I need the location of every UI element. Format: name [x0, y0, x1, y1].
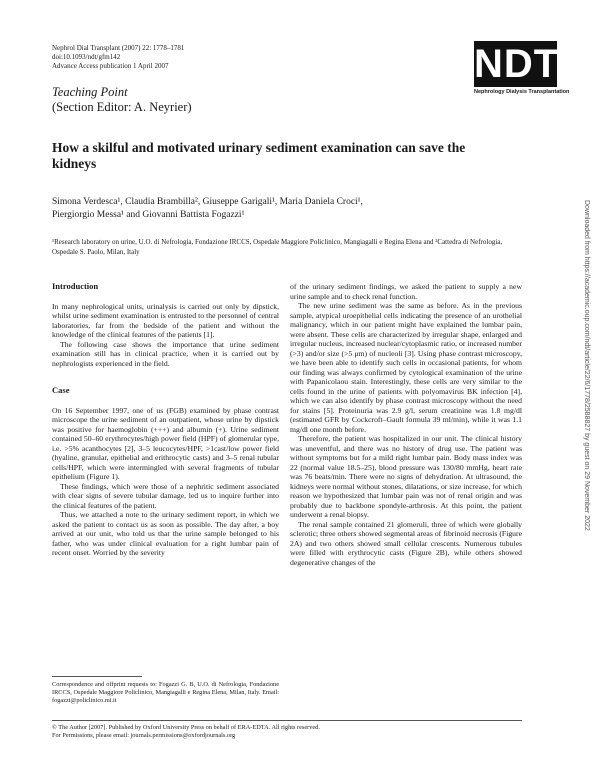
- permissions-line: For Permissions, please email: journals.permissions@oxfordjournals.org: [52, 732, 236, 740]
- footnote-rule: [52, 676, 142, 677]
- intro-paragraph-2: The following case shows the importance that urine sediment examination still has in clinical practice, when it is carried out by nephrologists experienced in the field.: [52, 339, 279, 368]
- affiliation: ¹Research laboratory on urine, U.O. di Nefrologia, Fondazione IRCCS, Ospedale Maggiore Policlinico, Mangiagalli e Regina Elena and ²Cattedra di Nefrologia, Ospedale S. Paolo, Milan, Italy: [52, 238, 503, 256]
- correspondence: Correspondence and offprint requests to: Fogazzi G. B, U.O. di Nefrologia, Fondazione IRCCS, Ospedale Maggiore Policlinico, Mangiagalli e Regina Elena, Milan, Italy. Email: fogazzi@policlinico.mi.it: [52, 681, 279, 705]
- journal-citation: Nephrol Dial Transplant (2007) 22: 1778–1781: [52, 44, 185, 52]
- right-paragraph-3: Therefore, the patient was hospitalized in our unit. The clinical history was uneventful, and there was no history of drug use. The patient was without symptoms but for a mild right lumbar pain. Body mass index was 22 (normal value 18.5–25), blood pressure was 130/80 mmHg, heart rate was 76 beats/min. There were no signs of dehydration. At ultrasound, the kidneys were normal without stones, dilatations, or size increase, for which reason we hypothesized that lumbar pain was not of renal origin and was probably due to backbone spondyle-arthrosis. At this point, the patient underwent a renal biopsy.: [290, 434, 522, 519]
- section-type: Teaching Point: [52, 85, 128, 99]
- advance-access: Advance Access publication 1 April 2007: [52, 62, 169, 70]
- article-title: How a skilful and motivated urinary sediment examination can save the kidneys: [52, 140, 466, 171]
- intro-heading: Introduction: [52, 281, 99, 291]
- download-note: Downloaded from https://academic.oup.com/ndt/article/22/6/1778/2588827 by guest on 29 November 2022: [583, 200, 590, 531]
- journal-header: [52, 44, 184, 71]
- authors-line-1: Simona Verdesca¹, Claudia Brambilla², Giuseppe Garigali¹, Maria Daniela Croci¹,: [52, 197, 363, 207]
- copyright-line: © The Author [2007]. Published by Oxford University Press on behalf of ERA-EDTA. All rights reserved.: [52, 724, 320, 731]
- section-label: [52, 85, 192, 115]
- right-paragraph-1: of the urinary sediment findings, we asked the patient to supply a new urine sample and to check renal function.: [290, 282, 522, 301]
- right-column: [290, 282, 522, 567]
- ndt-logo: [474, 41, 570, 99]
- footer-rule: [52, 720, 522, 721]
- logo-subtitle: Nephrology Dialysis Transplantation: [474, 89, 570, 95]
- intro-paragraph-1: In many nephrological units, urinalysis is carried out only by dipstick, whilst urine sediment examination is entrusted to the personnel of central laboratories, far from the bedside of the patient and without the knowledge of the clinical features of the patients [1].: [52, 301, 279, 339]
- author-list: [52, 196, 542, 222]
- case-paragraph-3: Thus, we attached a note to the urinary sediment report, in which we asked the patient to contact us as soon as possible. The day after, a boy arrived at our unit, who told us that the urine sample belonged to his father, who was under clinical evaluation for a right lumbar pain of recent onset. Worried by the severity: [52, 510, 279, 557]
- right-paragraph-4: The renal sample contained 21 glomeruli, three of which were globally sclerotic; three others showed segmental areas of fibrinoid necrosis (Figure 2A) and two others showed small cellular crescents. Numerous tubules were filled with erythrocytic casts (Figure 2B), while others showed degenerative changes of the: [290, 519, 522, 567]
- footer: [52, 724, 522, 740]
- case-paragraph-1: On 16 September 1997, one of us (FGB) examined by phase contrast microscope the urine sediment of an outpatient, whose urine by dipstick was positive for haemoglobin (+++) and albumin (+). Urine sediment contained 50–60 erythrocytes/high power field (HPF) of glomerular type, i.e. >5% acanthocytes [2], 3–5 leucocytes/HPF, >1cast/low power field (hyaline, granular, epithelial and erithrocytic casts) and 3–5 renal tubular cells/HPF, which were intermingled with several fragments of tubular epithelium (Figure 1).: [52, 405, 279, 481]
- logo-text: NDT: [474, 42, 560, 86]
- left-column: [52, 282, 279, 558]
- case-heading: Case: [52, 385, 70, 395]
- section-editor: (Section Editor: A. Neyrier): [52, 100, 192, 114]
- right-paragraph-2: The new urine sediment was the same as before. As in the previous sample, atypical uroepithelial cells indicating the presence of an urothelial malignancy, which in our patient might have explained the lumbar pain, were absent. These cells are characterized by irregular shape, enlarged and irregular nucleus, increased nuclear/cytoplasmic ratio, or increased number (>3) and/or size (>5 μm) of nucleoli [3]. Using phase contrast microscopy, we have been able to identify such cells in occasional patients, for whom our finding was always confirmed by cytological examination of the urine with Papanicolaou stain. Interestingly, these cells are very similar to the cells found in the urine of patients with polyomavirus BK infection [4], which we can also identify by phase contrast microscopy without the need for stains [5]. Proteinuria was 2.9 g/l, serum creatinine was 1.8 mg/dl (estimated GFR by Cockcroft–Gault formula 39 ml/min), while it was 1.1 mg/dl one month before.: [290, 301, 522, 434]
- authors-line-2: Piergiorgio Messa¹ and Giovanni Battista Fogazzi¹: [52, 210, 245, 220]
- case-paragraph-2: These findings, which were those of a nephritic sediment associated with clear signs of severe tubular damage, led us to inquire further into the clinical features of the patient.: [52, 481, 279, 510]
- doi[interactable]: doi:10.1093/ndt/gfm142: [52, 53, 121, 61]
